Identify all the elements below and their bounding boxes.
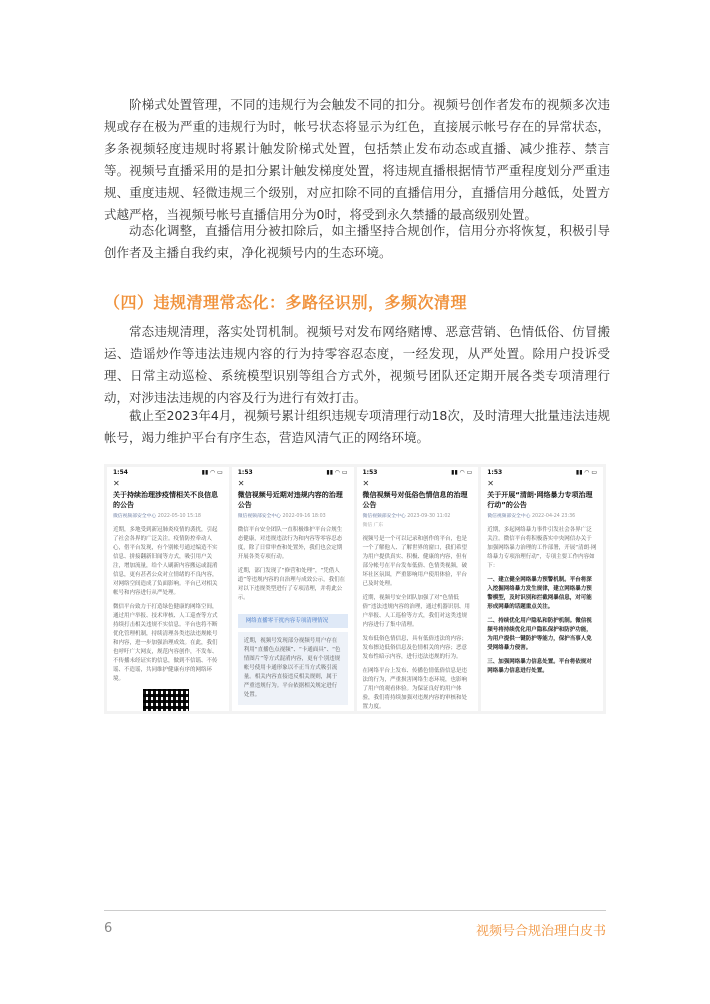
- body-paragraph: 二、持续优化用户隐私和防护机制。微信视频号将持续优化用户隐私保护和防护功能，为用户提供一键防护等能力，保护当事人免受网络暴力侵害。: [487, 618, 592, 651]
- close-icon: ✕: [237, 479, 245, 488]
- paragraph-cleanup-stats: 截止至2023年4月，视频号累计组织违规专项清理行动18次，及时清理大批量违法违规帐号，竭力维护平台有序生态，营造风清气正的网络环境。: [104, 408, 610, 445]
- announcement-meta: [232, 510, 354, 524]
- status-time: 1:53: [237, 469, 253, 476]
- qr-code-icon: [143, 689, 189, 711]
- body-paragraph: 发布低俗色情信息，具有低俗违法的内容；发布擦边低俗信息及色情相关的内容；恶意发布性暗示内容，进行违法违规的行为。: [362, 636, 468, 660]
- announcement-body: [107, 524, 229, 711]
- signal-wifi-battery-icon: ▮▮ ◠ ▭: [201, 469, 223, 476]
- body-paragraph: 近期，部门发现了“修营和处理”，“凭借人道”等违规内容的自治理与成效公示，我们在对以下违规类型进行了专项清理，并将此公示。: [237, 568, 346, 601]
- status-time: 1:53: [487, 469, 503, 476]
- body-paragraph: 近期，多地受到新冠肺炎疫情的袭扰，引起了社会各界的广泛关注。疫情防控牵动人心，借平台发现，有个别帐号通过编造不实信息、拼接翻新旧闻等方式，吸引用户关注，增加流量，给个人刷新内容搬运或混淆信息，更有甚者公众对立情绪的不良内容，对网络空间造成了负面影响。平台已对相关帐号和内容进行从严处理。: [113, 527, 218, 596]
- status-bar: [481, 467, 603, 478]
- announcement-body: [357, 533, 479, 711]
- location-tag: 微信 广东: [362, 523, 384, 528]
- announcement-body: [232, 524, 354, 610]
- publish-date: 2022-09-16 18:03: [282, 514, 326, 519]
- body-paragraph: 视频号是一个可以记录和创作的平台，也是一个了解他人、了解世界的窗口，我们希望为用户提供真实、积极、健康的内容，但有部分帐号在平台发布低俗、色情类视频，破坏社区氛围，严重影响用户使用体验，平台已及时处理。: [362, 536, 468, 587]
- paragraph-dynamic-adjustment: 动态化调整，直播信用分被扣除后，如主播坚持合规创作，信用分亦将恢复，积极引导创作者及主播自我约束，净化视频号内的生态环境。: [104, 223, 610, 260]
- phone-screenshot-cyberbullying: [481, 467, 603, 711]
- section-banner: 网络直播零干扰内容专项清理情况: [238, 614, 348, 628]
- phone-screenshot-epidemic: [107, 467, 229, 711]
- phone-screenshot-violation-governance: [232, 467, 354, 711]
- page-number: 6: [104, 921, 113, 936]
- close-icon: ✕: [487, 479, 494, 488]
- announcement-body: [481, 524, 603, 683]
- announcement-title: 关于开展“清朗·网络暴力专项治理行动”的公告: [487, 491, 593, 509]
- announcement-title: 微信视频号对低俗色情信息的治理公告: [362, 491, 468, 509]
- body-paragraph: 在网络平台上发布、传播色情低俗信息是违法的行为，严重损害网络生态环境，也影响了用户的观看体验。为保证良好的用户体验，我们将持续加强对违规内容的审核和处置力度。: [362, 668, 468, 710]
- account-name: 微信视频部安全中心: [113, 514, 157, 519]
- footer-doc-title: 视频号合规治理白皮书: [475, 924, 606, 939]
- footer-divider: [104, 910, 606, 911]
- announcement-title: 关于持续治理涉疫情相关不良信息的公告: [113, 491, 218, 509]
- close-icon: ✕: [113, 479, 120, 488]
- phone-screenshot-vulgar-content: [357, 467, 479, 711]
- announcement-meta: [481, 510, 603, 524]
- status-bar: [357, 467, 479, 478]
- status-bar: [232, 467, 354, 478]
- account-name: 微信视频部安全中心: [487, 514, 531, 519]
- signal-wifi-battery-icon: ▮▮ ◠ ▭: [326, 469, 348, 476]
- announcement-screenshots: [104, 464, 606, 714]
- status-time: 1:53: [362, 469, 378, 476]
- body-paragraph: 微信平台致力于打造绿色健康的网络空间，通过用户举报、技术审核、人工巡查等方式持续打击相关违规不实信息。平台也将不断优化管理机制，持续清理各类违法违规帐号和内容，进一步加强治理成效。在此，我们也呼吁广大网友，规范内容创作，不发布、不传播未经证实的信息，做到不信谣、不传谣、不造谣，共同维护健康有序的网络环境。: [113, 604, 218, 682]
- signal-wifi-battery-icon: ▮▮ ◠ ▭: [575, 469, 597, 476]
- signal-wifi-battery-icon: ▮▮ ◠ ▭: [451, 469, 473, 476]
- status-time: 1:54: [113, 469, 128, 476]
- close-icon: ✕: [362, 479, 370, 488]
- publish-date: 2022-05-10 15:18: [157, 514, 201, 519]
- publish-date: 2023-09-30 11:02: [407, 514, 451, 519]
- highlight-box: 近期，视频号发现部分视频号用户存在利用“直播色点视频”、“卡通面具”、“色情图片”等方式混淆内容，更有个别违规帐号使用卡通形象以不正当方式吸引流量。相关内容直接违反相关规则，属于严重违规行为。平台依据相关规定进行处置。: [238, 632, 348, 705]
- paragraph-routine-cleanup: 常态违规清理，落实处罚机制。视频号对发布网络赌博、恶意营销、色情低俗、仿冒搬运、造谣炒作等违法违规内容的行为持零容忍态度，一经发现，从严处置。除用户投诉受理、日常主动巡检、系统模型识别等组合方式外，视频号团队还定期开展各类专项清理行动，对涉违法违规的内容及行为进行有效打击。: [104, 324, 610, 405]
- account-name: 微信视频部安全中心: [362, 514, 406, 519]
- body-paragraph: 近期，多起网络暴力事件引发社会各界广泛关注。微信平台将积极落实中央网信办关于加强网络暴力治理的工作部署，开展“清朗·网络暴力专项治理行动”，专项主要工作内容如下：: [487, 527, 597, 569]
- body-paragraph: 微信平台安全团队一直积极维护平台合规生态健康，对违规违法行为和内容等零容忍态度，除了日常审查和处置外，我们也会定期开展各类专项行动。: [237, 527, 343, 560]
- body-paragraph: 一、建立健全网络暴力预警机制。平台将深入挖掘网络暴力发生规律，建立网络暴力预警模型，及时识别和拦截网暴信息，对可能形成网暴的话题重点关注。: [487, 577, 592, 610]
- body-paragraph: 三、加强网络暴力信息处置。平台将依规对网络暴力信息进行处置。: [487, 659, 592, 674]
- section-heading: （四）违规清理常态化：多路径识别，多频次清理: [104, 293, 468, 312]
- body-paragraph: 近期，视频号安全团队加强了对“色情低俗”违法违规内容的治理，通过机器识别、用户举报、人工巡检等方式，我们对这类违规内容进行了集中清理。: [362, 595, 470, 628]
- announcement-meta: [107, 510, 229, 524]
- status-bar: [107, 467, 229, 478]
- publish-date: 2022-04-24 23:36: [531, 514, 576, 519]
- announcement-title: 微信视频号近期对违规内容的治理公告: [237, 491, 343, 509]
- announcement-meta: [357, 510, 479, 533]
- account-name: 微信视频部安全中心: [237, 514, 281, 519]
- paragraph-tiered-penalty: 阶梯式处置管理，不同的违规行为会触发不同的扣分。视频号创作者发布的视频多次违规或存在极为严重的违规行为时，帐号状态将显示为红色，直接展示帐号存在的异常状态，多条视频轻度违规时将累计触发阶梯式处置，包括禁止发布动态或直播、减少推荐、禁言等。视频号直播采用的是扣分累计触发梯度处置，将违规直播根据情节严重程度划分严重违规、重度违规、轻微违规三个级别，对应扣除不同的直播信用分，直播信用分越低，处置方式越严格，当视频号帐号直播信用分为0时，将受到永久禁播的最高级别处置。: [104, 97, 610, 222]
